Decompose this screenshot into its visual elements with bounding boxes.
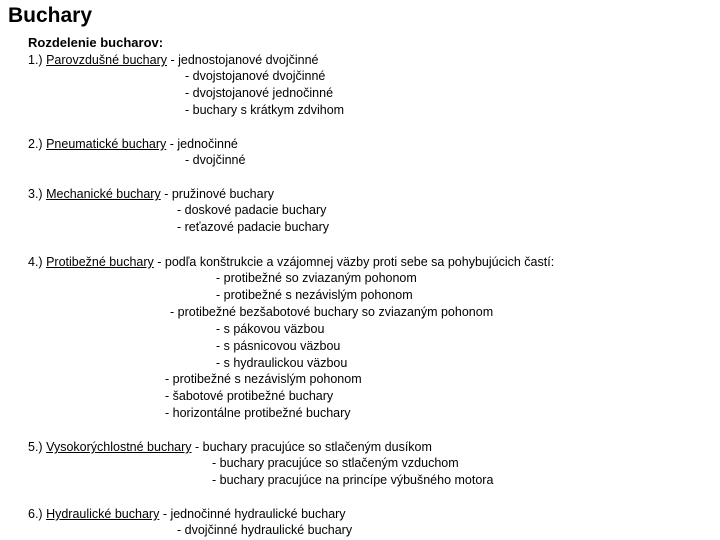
section-5-heading — [28, 440, 432, 455]
list-item: - s pásnicovou väzbou — [216, 339, 341, 353]
subtitle: Rozdelenie bucharov: — [28, 35, 164, 50]
list-item: - dvojčinné hydraulické buchary — [177, 523, 353, 537]
section-number: 4.) — [28, 255, 43, 269]
list-item: - pružinové buchary — [164, 187, 274, 201]
list-item: - s hydraulickou väzbou — [216, 356, 348, 370]
section-name: Mechanické buchary — [46, 187, 161, 201]
list-item: - podľa konštrukcie a vzájomnej väzby proti sebe sa pohybujúcich častí: — [157, 255, 555, 269]
section-name: Vysokorýchlostné buchary — [46, 440, 192, 454]
section-number: 2.) — [28, 137, 43, 151]
section-number: 1.) — [28, 53, 43, 67]
list-item: - s pákovou väzbou — [216, 322, 325, 336]
section-4-heading — [28, 255, 554, 270]
section-name: Parovzdušné buchary — [46, 53, 167, 67]
section-number: 6.) — [28, 507, 43, 521]
list-item: - dvojčinné — [185, 153, 246, 167]
list-item: - protibežné s nezávislým pohonom — [216, 288, 413, 302]
section-number: 3.) — [28, 187, 43, 201]
list-item: - protibežné s nezávislým pohonom — [165, 372, 362, 386]
section-2-heading — [28, 137, 238, 152]
list-item: - buchary pracujúce so stlačeným dusíkom — [195, 440, 432, 454]
list-item: - dvojstojanové dvojčinné — [185, 69, 326, 83]
section-name: Protibežné buchary — [46, 255, 154, 269]
list-item: - šabotové protibežné buchary — [165, 389, 334, 403]
list-item: - jednočinné hydraulické buchary — [162, 507, 346, 521]
list-item: - buchary s krátkym zdvihom — [185, 103, 345, 117]
section-1-heading — [28, 53, 319, 68]
list-item: - buchary pracujúce so stlačeným vzduchom — [212, 456, 459, 470]
list-item: - buchary pracujúce na princípe výbušného motora — [212, 473, 494, 487]
section-number: 5.) — [28, 440, 43, 454]
list-item: - horizontálne protibežné buchary — [165, 406, 351, 420]
page-title: Buchary — [8, 4, 93, 27]
list-item: - reťazové padacie buchary — [177, 220, 329, 234]
list-item: - doskové padacie buchary — [177, 203, 327, 217]
section-name: Pneumatické buchary — [46, 137, 167, 151]
section-3-heading — [28, 187, 274, 202]
list-item: - jednostojanové dvojčinné — [170, 53, 319, 67]
list-item: - protibežné bezšabotové buchary so zviazaným pohonom — [170, 305, 494, 319]
section-6-heading — [28, 507, 346, 522]
list-item: - jednočinné — [169, 137, 238, 151]
list-item: - protibežné so zviazaným pohonom — [216, 271, 417, 285]
section-name: Hydraulické buchary — [46, 507, 160, 521]
list-item: - dvojstojanové jednočinné — [185, 86, 334, 100]
